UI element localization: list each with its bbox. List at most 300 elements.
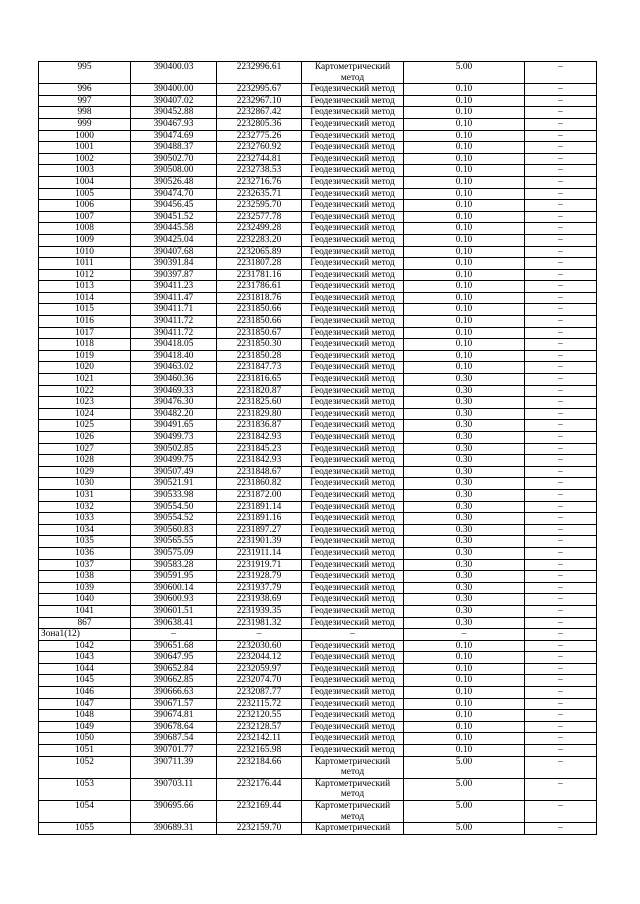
point-number-cell: 1026: [39, 432, 131, 444]
point-number-cell: 1003: [39, 165, 131, 177]
note-cell: –: [525, 200, 597, 212]
y-coordinate-cell: 2231860.82: [217, 478, 302, 490]
x-coordinate-cell: 390452.88: [131, 107, 217, 119]
y-coordinate-cell: 2232867.42: [217, 107, 302, 119]
y-coordinate-cell: 2231850.66: [217, 316, 302, 328]
table-row: [39, 362, 597, 374]
method-cell: Геодезический метод: [302, 501, 404, 513]
table-row: [39, 617, 597, 629]
table-row: [39, 432, 597, 444]
x-coordinate-cell: 390502.70: [131, 153, 217, 165]
accuracy-cell: 0.10: [404, 258, 525, 270]
y-coordinate-cell: 2232744.81: [217, 153, 302, 165]
point-number-cell: 1042: [39, 640, 131, 652]
x-coordinate-cell: 390533.98: [131, 489, 217, 501]
point-number-cell: 867: [39, 617, 131, 629]
table-row: [39, 536, 597, 548]
point-number-cell: 1011: [39, 258, 131, 270]
table-row: [39, 571, 597, 583]
x-coordinate-cell: 390526.48: [131, 176, 217, 188]
method-cell: Геодезический метод: [302, 733, 404, 745]
table-row: [39, 84, 597, 96]
table-row: [39, 443, 597, 455]
table-row: [39, 374, 597, 386]
method-cell: Геодезический метод: [302, 675, 404, 687]
coordinates-table-body: [39, 62, 597, 835]
method-cell: Геодезический метод: [302, 478, 404, 490]
accuracy-cell: 0.30: [404, 385, 525, 397]
x-coordinate-cell: 390703.11: [131, 778, 217, 800]
point-number-cell: 1019: [39, 350, 131, 362]
note-cell: –: [525, 652, 597, 664]
table-row: [39, 188, 597, 200]
x-coordinate-cell: 390575.09: [131, 547, 217, 559]
method-cell: Геодезический метод: [302, 339, 404, 351]
accuracy-cell: 5.00: [404, 823, 525, 835]
y-coordinate-cell: 2231872.00: [217, 489, 302, 501]
note-cell: –: [525, 420, 597, 432]
accuracy-cell: 0.10: [404, 223, 525, 235]
note-cell: –: [525, 153, 597, 165]
table-row: [39, 258, 597, 270]
note-cell: –: [525, 605, 597, 617]
y-coordinate-cell: 2231901.39: [217, 536, 302, 548]
note-cell: –: [525, 397, 597, 409]
x-coordinate-cell: 390601.51: [131, 605, 217, 617]
x-coordinate-cell: 390397.87: [131, 269, 217, 281]
method-cell: Геодезический метод: [302, 652, 404, 664]
accuracy-cell: 0.30: [404, 397, 525, 409]
y-coordinate-cell: 2232995.67: [217, 84, 302, 96]
method-cell: Геодезический метод: [302, 710, 404, 722]
accuracy-cell: 0.10: [404, 292, 525, 304]
method-cell: Геодезический метод: [302, 95, 404, 107]
x-coordinate-cell: 390456.45: [131, 200, 217, 212]
note-cell: –: [525, 559, 597, 571]
y-coordinate-cell: 2232074.70: [217, 675, 302, 687]
note-cell: –: [525, 84, 597, 96]
x-coordinate-cell: 390460.36: [131, 374, 217, 386]
note-cell: –: [525, 745, 597, 757]
point-number-cell: Зона1(12): [39, 629, 131, 641]
accuracy-cell: 0.30: [404, 443, 525, 455]
table-row: [39, 292, 597, 304]
y-coordinate-cell: 2232059.97: [217, 663, 302, 675]
x-coordinate-cell: –: [131, 629, 217, 641]
point-number-cell: 1030: [39, 478, 131, 490]
note-cell: –: [525, 62, 597, 84]
y-coordinate-cell: 2231818.76: [217, 292, 302, 304]
method-cell: Геодезический метод: [302, 466, 404, 478]
y-coordinate-cell: 2232165.98: [217, 745, 302, 757]
x-coordinate-cell: 390502.85: [131, 443, 217, 455]
table-row: [39, 594, 597, 606]
note-cell: –: [525, 466, 597, 478]
y-coordinate-cell: 2232283.20: [217, 234, 302, 246]
note-cell: –: [525, 118, 597, 130]
x-coordinate-cell: 390491.65: [131, 420, 217, 432]
point-number-cell: 1039: [39, 582, 131, 594]
x-coordinate-cell: 390411.47: [131, 292, 217, 304]
x-coordinate-cell: 390583.28: [131, 559, 217, 571]
point-number-cell: 1007: [39, 211, 131, 223]
x-coordinate-cell: 390445.58: [131, 223, 217, 235]
x-coordinate-cell: 390507.49: [131, 466, 217, 478]
table-row: [39, 455, 597, 467]
point-number-cell: 1054: [39, 801, 131, 823]
table-row: [39, 698, 597, 710]
point-number-cell: 1048: [39, 710, 131, 722]
method-cell: Геодезический метод: [302, 698, 404, 710]
accuracy-cell: 0.10: [404, 710, 525, 722]
x-coordinate-cell: 390499.73: [131, 432, 217, 444]
method-cell: Геодезический метод: [302, 246, 404, 258]
point-number-cell: 1014: [39, 292, 131, 304]
point-number-cell: 1052: [39, 756, 131, 778]
note-cell: –: [525, 443, 597, 455]
method-cell: Картометрический метод: [302, 778, 404, 800]
x-coordinate-cell: 390418.40: [131, 350, 217, 362]
point-number-cell: 1009: [39, 234, 131, 246]
method-cell: Геодезический метод: [302, 513, 404, 525]
note-cell: –: [525, 432, 597, 444]
method-cell: Геодезический метод: [302, 721, 404, 733]
note-cell: –: [525, 385, 597, 397]
accuracy-cell: 0.10: [404, 339, 525, 351]
point-number-cell: 996: [39, 84, 131, 96]
y-coordinate-cell: 2232716.76: [217, 176, 302, 188]
note-cell: –: [525, 582, 597, 594]
y-coordinate-cell: 2232087.77: [217, 687, 302, 699]
accuracy-cell: 5.00: [404, 801, 525, 823]
x-coordinate-cell: 390463.02: [131, 362, 217, 374]
method-cell: Геодезический метод: [302, 745, 404, 757]
note-cell: –: [525, 269, 597, 281]
note-cell: –: [525, 721, 597, 733]
note-cell: –: [525, 778, 597, 800]
table-row: [39, 640, 597, 652]
y-coordinate-cell: 2231816.65: [217, 374, 302, 386]
table-row: [39, 211, 597, 223]
x-coordinate-cell: 390600.14: [131, 582, 217, 594]
table-row: [39, 95, 597, 107]
note-cell: –: [525, 801, 597, 823]
y-coordinate-cell: 2232184.66: [217, 756, 302, 778]
note-cell: –: [525, 629, 597, 641]
y-coordinate-cell: 2232176.44: [217, 778, 302, 800]
point-number-cell: 1044: [39, 663, 131, 675]
x-coordinate-cell: 390400.00: [131, 84, 217, 96]
y-coordinate-cell: 2232738.53: [217, 165, 302, 177]
note-cell: –: [525, 188, 597, 200]
y-coordinate-cell: 2231911.14: [217, 547, 302, 559]
accuracy-cell: 0.10: [404, 281, 525, 293]
table-row: [39, 327, 597, 339]
y-coordinate-cell: 2231845.23: [217, 443, 302, 455]
point-number-cell: 1012: [39, 269, 131, 281]
x-coordinate-cell: 390638.41: [131, 617, 217, 629]
y-coordinate-cell: 2232044.12: [217, 652, 302, 664]
note-cell: –: [525, 327, 597, 339]
table-row: [39, 234, 597, 246]
accuracy-cell: 0.10: [404, 304, 525, 316]
x-coordinate-cell: 390554.50: [131, 501, 217, 513]
y-coordinate-cell: 2231850.28: [217, 350, 302, 362]
point-number-cell: 1018: [39, 339, 131, 351]
point-number-cell: 1027: [39, 443, 131, 455]
table-row: [39, 466, 597, 478]
x-coordinate-cell: 390651.68: [131, 640, 217, 652]
x-coordinate-cell: 390701.77: [131, 745, 217, 757]
table-row: [39, 801, 597, 823]
x-coordinate-cell: 390499.75: [131, 455, 217, 467]
table-row: [39, 778, 597, 800]
x-coordinate-cell: 390678.64: [131, 721, 217, 733]
note-cell: –: [525, 663, 597, 675]
accuracy-cell: 0.10: [404, 176, 525, 188]
accuracy-cell: 0.30: [404, 547, 525, 559]
accuracy-cell: 0.10: [404, 188, 525, 200]
accuracy-cell: 0.10: [404, 663, 525, 675]
table-row: [39, 142, 597, 154]
accuracy-cell: 0.10: [404, 269, 525, 281]
y-coordinate-cell: 2232030.60: [217, 640, 302, 652]
table-row: [39, 756, 597, 778]
y-coordinate-cell: 2231820.87: [217, 385, 302, 397]
y-coordinate-cell: 2232120.55: [217, 710, 302, 722]
coordinates-table: [38, 61, 597, 835]
method-cell: Геодезический метод: [302, 316, 404, 328]
note-cell: –: [525, 524, 597, 536]
point-number-cell: 1024: [39, 408, 131, 420]
accuracy-cell: 0.30: [404, 408, 525, 420]
accuracy-cell: 0.30: [404, 455, 525, 467]
table-row: [39, 223, 597, 235]
note-cell: –: [525, 374, 597, 386]
accuracy-cell: 0.30: [404, 582, 525, 594]
x-coordinate-cell: 390647.95: [131, 652, 217, 664]
point-number-cell: 1013: [39, 281, 131, 293]
point-number-cell: 1033: [39, 513, 131, 525]
table-row: [39, 605, 597, 617]
accuracy-cell: 0.30: [404, 374, 525, 386]
x-coordinate-cell: 390488.37: [131, 142, 217, 154]
method-cell: Геодезический метод: [302, 292, 404, 304]
accuracy-cell: –: [404, 629, 525, 641]
note-cell: –: [525, 571, 597, 583]
accuracy-cell: 0.30: [404, 524, 525, 536]
method-cell: Геодезический метод: [302, 524, 404, 536]
point-number-cell: 1008: [39, 223, 131, 235]
point-number-cell: 999: [39, 118, 131, 130]
y-coordinate-cell: 2231919.71: [217, 559, 302, 571]
y-coordinate-cell: 2231850.67: [217, 327, 302, 339]
table-row: [39, 652, 597, 664]
y-coordinate-cell: 2232775.26: [217, 130, 302, 142]
point-number-cell: 1010: [39, 246, 131, 258]
y-coordinate-cell: 2231786.61: [217, 281, 302, 293]
method-cell: Геодезический метод: [302, 165, 404, 177]
point-number-cell: 1051: [39, 745, 131, 757]
method-cell: Геодезический метод: [302, 443, 404, 455]
note-cell: –: [525, 489, 597, 501]
method-cell: Геодезический метод: [302, 559, 404, 571]
note-cell: –: [525, 142, 597, 154]
note-cell: –: [525, 223, 597, 235]
accuracy-cell: 0.10: [404, 698, 525, 710]
table-row: [39, 721, 597, 733]
note-cell: –: [525, 710, 597, 722]
point-number-cell: 1015: [39, 304, 131, 316]
table-row: [39, 316, 597, 328]
accuracy-cell: 0.10: [404, 675, 525, 687]
y-coordinate-cell: 2232760.92: [217, 142, 302, 154]
y-coordinate-cell: 2231847.73: [217, 362, 302, 374]
note-cell: –: [525, 823, 597, 835]
accuracy-cell: 0.30: [404, 536, 525, 548]
method-cell: Геодезический метод: [302, 408, 404, 420]
note-cell: –: [525, 501, 597, 513]
accuracy-cell: 0.10: [404, 200, 525, 212]
x-coordinate-cell: 390711.39: [131, 756, 217, 778]
x-coordinate-cell: 390689.31: [131, 823, 217, 835]
note-cell: –: [525, 687, 597, 699]
table-row: [39, 304, 597, 316]
point-number-cell: 1036: [39, 547, 131, 559]
method-cell: Геодезический метод: [302, 432, 404, 444]
accuracy-cell: 0.30: [404, 478, 525, 490]
note-cell: –: [525, 316, 597, 328]
method-cell: Геодезический метод: [302, 130, 404, 142]
table-row: [39, 489, 597, 501]
note-cell: –: [525, 455, 597, 467]
point-number-cell: 1021: [39, 374, 131, 386]
note-cell: –: [525, 617, 597, 629]
accuracy-cell: 0.30: [404, 617, 525, 629]
y-coordinate-cell: 2231842.93: [217, 455, 302, 467]
note-cell: –: [525, 640, 597, 652]
method-cell: Геодезический метод: [302, 188, 404, 200]
x-coordinate-cell: 390411.71: [131, 304, 217, 316]
point-number-cell: 1016: [39, 316, 131, 328]
x-coordinate-cell: 390474.69: [131, 130, 217, 142]
x-coordinate-cell: 390407.68: [131, 246, 217, 258]
method-cell: Геодезический метод: [302, 640, 404, 652]
method-cell: Геодезический метод: [302, 397, 404, 409]
method-cell: Геодезический метод: [302, 234, 404, 246]
y-coordinate-cell: 2232996.61: [217, 62, 302, 84]
y-coordinate-cell: 2231937.79: [217, 582, 302, 594]
x-coordinate-cell: 390521.91: [131, 478, 217, 490]
table-row: [39, 478, 597, 490]
accuracy-cell: 0.10: [404, 350, 525, 362]
x-coordinate-cell: 390600.93: [131, 594, 217, 606]
note-cell: –: [525, 292, 597, 304]
accuracy-cell: 0.30: [404, 605, 525, 617]
method-cell: Геодезический метод: [302, 663, 404, 675]
accuracy-cell: 0.10: [404, 640, 525, 652]
table-row: [39, 663, 597, 675]
x-coordinate-cell: 390652.84: [131, 663, 217, 675]
table-row: [39, 675, 597, 687]
accuracy-cell: 0.10: [404, 687, 525, 699]
table-row: [39, 385, 597, 397]
point-number-cell: 1037: [39, 559, 131, 571]
accuracy-cell: 0.10: [404, 234, 525, 246]
point-number-cell: 1029: [39, 466, 131, 478]
accuracy-cell: 0.10: [404, 211, 525, 223]
method-cell: Геодезический метод: [302, 304, 404, 316]
x-coordinate-cell: 390418.05: [131, 339, 217, 351]
method-cell: Геодезический метод: [302, 211, 404, 223]
point-number-cell: 1006: [39, 200, 131, 212]
x-coordinate-cell: 390591.95: [131, 571, 217, 583]
x-coordinate-cell: 390662.85: [131, 675, 217, 687]
note-cell: –: [525, 339, 597, 351]
method-cell: Картометрический метод: [302, 756, 404, 778]
note-cell: –: [525, 733, 597, 745]
table-row: [39, 745, 597, 757]
x-coordinate-cell: 390554.52: [131, 513, 217, 525]
y-coordinate-cell: 2231939.35: [217, 605, 302, 617]
accuracy-cell: 0.10: [404, 246, 525, 258]
accuracy-cell: 0.10: [404, 107, 525, 119]
point-number-cell: 1001: [39, 142, 131, 154]
note-cell: –: [525, 698, 597, 710]
point-number-cell: 1023: [39, 397, 131, 409]
accuracy-cell: 0.10: [404, 153, 525, 165]
x-coordinate-cell: 390508.00: [131, 165, 217, 177]
point-number-cell: 1050: [39, 733, 131, 745]
y-coordinate-cell: 2231807.28: [217, 258, 302, 270]
point-number-cell: 1002: [39, 153, 131, 165]
x-coordinate-cell: 390482.20: [131, 408, 217, 420]
table-row: [39, 153, 597, 165]
method-cell: Геодезический метод: [302, 547, 404, 559]
table-row: [39, 200, 597, 212]
x-coordinate-cell: 390560.83: [131, 524, 217, 536]
note-cell: –: [525, 95, 597, 107]
method-cell: Картометрический метод: [302, 801, 404, 823]
point-number-cell: 1022: [39, 385, 131, 397]
y-coordinate-cell: 2232577.78: [217, 211, 302, 223]
note-cell: –: [525, 165, 597, 177]
x-coordinate-cell: 390400.03: [131, 62, 217, 84]
table-row: [39, 408, 597, 420]
y-coordinate-cell: 2232967.10: [217, 95, 302, 107]
y-coordinate-cell: 2231781.16: [217, 269, 302, 281]
accuracy-cell: 5.00: [404, 756, 525, 778]
point-number-cell: 1034: [39, 524, 131, 536]
point-number-cell: 1053: [39, 778, 131, 800]
note-cell: –: [525, 513, 597, 525]
method-cell: Геодезический метод: [302, 269, 404, 281]
table-row: [39, 547, 597, 559]
table-row: [39, 339, 597, 351]
accuracy-cell: 0.30: [404, 594, 525, 606]
x-coordinate-cell: 390695.66: [131, 801, 217, 823]
table-row: [39, 165, 597, 177]
y-coordinate-cell: 2232805.36: [217, 118, 302, 130]
y-coordinate-cell: 2232115.72: [217, 698, 302, 710]
y-coordinate-cell: 2231836.87: [217, 420, 302, 432]
accuracy-cell: 0.10: [404, 733, 525, 745]
point-number-cell: 1038: [39, 571, 131, 583]
table-row: [39, 733, 597, 745]
point-number-cell: 1032: [39, 501, 131, 513]
method-cell: Геодезический метод: [302, 582, 404, 594]
x-coordinate-cell: 390671.57: [131, 698, 217, 710]
